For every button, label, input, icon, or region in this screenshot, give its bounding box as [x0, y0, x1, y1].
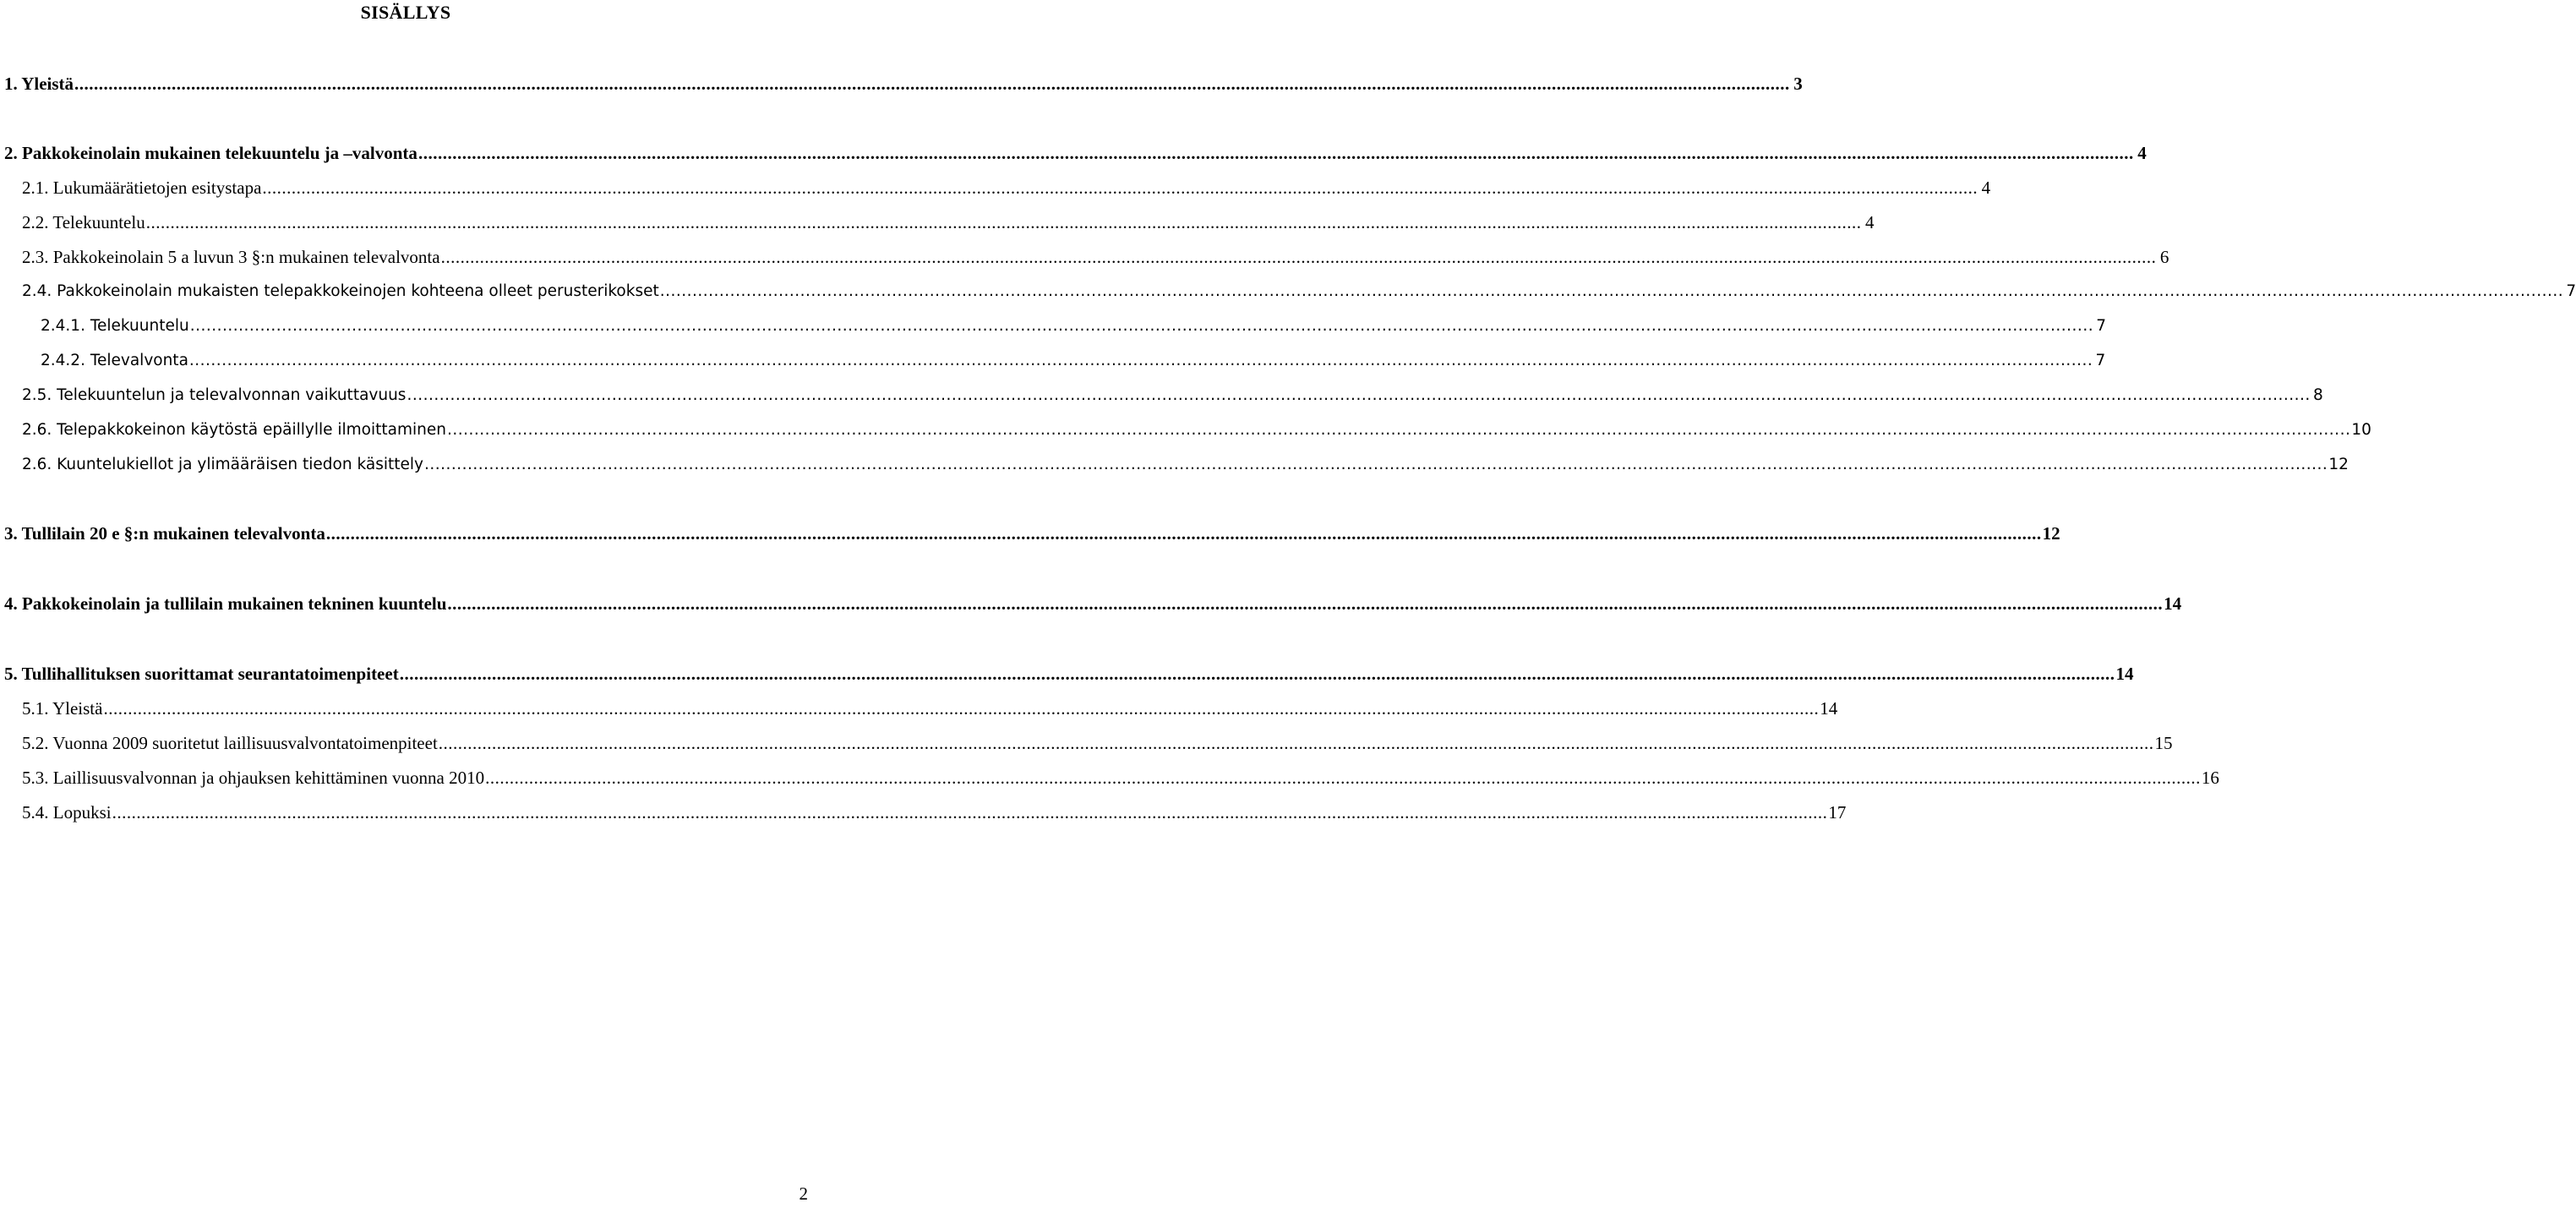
toc-leader-dots [146, 211, 1862, 233]
toc-entry-text: 3. Tullilain 20 e §:n mukainen televalvonta [4, 523, 325, 544]
toc-entry [0, 694, 1838, 719]
toc-entry [0, 312, 2107, 337]
toc-entry [0, 173, 1991, 199]
toc-entry-text: 2.5. Telekuuntelun ja televalvonnan vaikuttavuus [22, 386, 407, 404]
toc-link[interactable] [0, 798, 1847, 823]
toc-entry-text: 2.4.1. Telekuuntelu [41, 317, 189, 335]
toc-link[interactable] [0, 659, 2134, 685]
toc-page-number: 17 [1828, 802, 1847, 823]
toc-link[interactable] [0, 243, 2169, 268]
toc-link[interactable] [0, 277, 2576, 303]
toc-leader-dots [447, 419, 2350, 441]
toc-leader-dots [660, 281, 2563, 303]
toc-entry-text: 2.6. Kuuntelukiellot ja ylimääräisen tiedon käsittely [22, 456, 423, 473]
toc-entry-text: 5.4. Lopuksi [22, 802, 112, 823]
toc-entry-text: 2.6. Telepakkokeinon käytöstä epäillylle ilmoittaminen [22, 421, 446, 439]
toc-leader-dots [74, 73, 1790, 95]
toc-link[interactable] [0, 208, 1875, 233]
toc-page-number: 4 [1864, 212, 1875, 232]
toc-entry [0, 451, 2349, 476]
toc-leader-dots [407, 385, 2310, 407]
toc-leader-dots [418, 142, 2134, 164]
toc-leader-dots [439, 732, 2154, 754]
toc-entry [0, 69, 1803, 95]
toc-entry-text: 2.4.2. Televalvonta [41, 352, 188, 369]
toc-entry-text: 5.3. Laillisuusvalvonnan ja ohjauksen kehittäminen vuonna 2010 [22, 768, 485, 788]
toc-page-number: 15 [2154, 733, 2173, 753]
toc-entry-text: 2. Pakkokeinolain mukainen telekuuntelu ja –valvonta [4, 143, 418, 163]
toc-leader-dots [112, 801, 1828, 823]
toc-leader-dots [262, 177, 1978, 199]
toc-page-number: 7 [2096, 317, 2107, 335]
toc-entry [0, 589, 2182, 615]
toc-entry-text: 4. Pakkokeinolain ja tullilain mukainen tekninen kuuntelu [4, 593, 447, 614]
toc-entry-text: 2.3. Pakkokeinolain 5 a luvun 3 §:n mukainen televalvonta [22, 247, 440, 267]
toc-entry-text: 5.1. Yleistä [22, 698, 103, 719]
toc-leader-dots [447, 593, 2163, 615]
toc-entry [0, 243, 2169, 268]
toc-entry [0, 729, 2173, 754]
toc-link[interactable] [0, 416, 2371, 441]
toc-entry [0, 277, 2576, 303]
toc-entry [0, 659, 2134, 685]
toc-page-number: 10 [2351, 421, 2371, 439]
toc-entry-text: 1. Yleistä [4, 74, 74, 94]
toc-entry-text: 2.2. Telekuuntelu [22, 212, 145, 232]
toc-link[interactable] [0, 451, 2349, 476]
toc-link[interactable] [0, 312, 2107, 337]
toc-entry-text: 5.2. Vuonna 2009 suoritetut laillisuusvalvontatoimenpiteet [22, 733, 438, 753]
toc-link[interactable] [0, 694, 1838, 719]
toc-leader-dots [190, 315, 2093, 337]
toc-link[interactable] [0, 589, 2182, 615]
toc-page-number: 14 [2115, 664, 2134, 684]
toc-title: SISÄLLYS [360, 2, 451, 23]
toc-page-number: 8 [2313, 386, 2323, 404]
toc-leader-dots [400, 663, 2115, 685]
toc-page-number: 7 [2566, 282, 2576, 300]
toc-page-number: 12 [2328, 456, 2349, 473]
toc-link[interactable] [0, 347, 2106, 372]
toc-entry [0, 763, 2219, 789]
toc-leader-dots [485, 767, 2201, 789]
toc-entry [0, 208, 1875, 233]
toc-link[interactable] [0, 729, 2173, 754]
toc-entry [0, 347, 2106, 372]
toc-entry [0, 381, 2323, 407]
toc-page-number: 3 [1793, 74, 1803, 94]
toc-link[interactable] [0, 519, 2060, 544]
toc-link[interactable] [0, 69, 1803, 95]
toc-page-number: 16 [2201, 768, 2219, 788]
toc-page-number: 14 [1820, 698, 1838, 719]
toc-link[interactable] [0, 381, 2323, 407]
toc-page-number: 7 [2095, 352, 2106, 369]
toc-entry-text: 5. Tullihallituksen suorittamat seurantatoimenpiteet [4, 664, 399, 684]
toc-leader-dots [441, 246, 2157, 268]
toc-entry [0, 416, 2371, 441]
toc-link[interactable] [0, 763, 2219, 789]
toc-leader-dots [424, 454, 2328, 476]
toc-link[interactable] [0, 139, 2147, 164]
toc-entry-text: 2.1. Lukumäärätietojen esitystapa [22, 178, 262, 198]
toc-leader-dots [326, 522, 2042, 544]
toc-leader-dots [103, 697, 1819, 719]
toc-page-number: 4 [1981, 178, 1991, 198]
toc-page-number: 14 [2164, 593, 2182, 614]
toc-entry [0, 798, 1847, 823]
page-number: 2 [799, 1183, 808, 1204]
toc-entry-text: 2.4. Pakkokeinolain mukaisten telepakkokeinojen kohteena olleet perusterikokset [22, 282, 659, 300]
toc-link[interactable] [0, 173, 1991, 199]
toc-page-number: 12 [2042, 523, 2060, 544]
toc-entry [0, 519, 2060, 544]
toc-leader-dots [189, 350, 2093, 372]
toc-entry [0, 139, 2147, 164]
toc-page-number: 6 [2159, 247, 2169, 267]
toc-page-number: 4 [2137, 143, 2147, 163]
